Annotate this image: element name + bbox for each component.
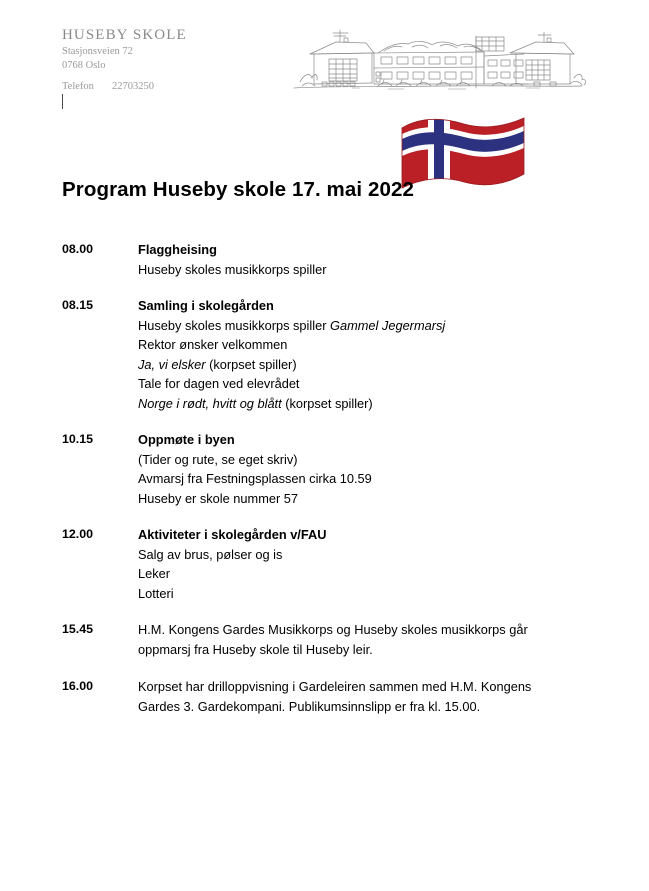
entry-heading: Oppmøte i byen <box>138 432 235 447</box>
entry-line: Avmarsj fra Festningsplassen cirka 10.59 <box>138 471 372 486</box>
line-text: Huseby skoles musikkorps spiller <box>138 317 331 333</box>
entry-time: 15.45 <box>62 622 94 636</box>
text-cursor-caret <box>62 94 63 109</box>
entry-time: 12.00 <box>62 527 94 541</box>
school-name: HUSEBY SKOLE <box>62 27 187 43</box>
entry-line <box>138 394 574 414</box>
program-entry <box>62 677 582 716</box>
entry-body <box>138 620 582 659</box>
entry-body <box>138 677 582 716</box>
entry-line: Lotteri <box>138 585 174 601</box>
line-text: (korpset spiller) <box>281 395 373 411</box>
phone-label: Telefon <box>62 81 94 93</box>
postal-city: 0768 Oslo <box>62 59 106 71</box>
entry-line: Huseby skoles musikkorps spiller <box>138 261 327 277</box>
school-building-drawing <box>288 20 588 102</box>
entry-line: Tale for dagen ved elevrådet <box>138 376 300 391</box>
entry-line: Huseby er skole nummer 57 <box>138 490 299 506</box>
entry-heading: Flaggheising <box>138 242 217 257</box>
program-entry <box>62 620 582 659</box>
entry-body <box>138 525 582 603</box>
entry-line: (Tider og rute, se eget skriv) <box>138 451 298 467</box>
program-list <box>62 240 582 733</box>
entry-line: Salg av brus, pølser og is <box>138 546 283 562</box>
entry-time: 10.15 <box>62 432 94 446</box>
song-title: Gammel Jegermarsj <box>330 317 446 333</box>
norwegian-flag <box>398 112 528 196</box>
line-text: (korpset spiller) <box>205 356 297 372</box>
page-title: Program Huseby skole 17. mai 2022 <box>62 178 414 201</box>
entry-time: 08.00 <box>62 242 94 256</box>
entry-body <box>138 430 582 508</box>
phone-number: 22703250 <box>112 81 154 93</box>
program-entry <box>62 296 582 413</box>
program-entry <box>62 240 582 279</box>
entry-time: 08.15 <box>62 298 94 312</box>
entry-paragraph: Korpset har drilloppvisning i Gardeleiren sammen med H.M. Kongens Gardes 3. Gardekompani. Publikumsinnslipp er fra kl. 15.00. <box>138 679 532 714</box>
phone-row <box>62 81 302 92</box>
entry-line <box>138 316 574 336</box>
entry-body <box>138 240 582 279</box>
letterhead <box>62 26 302 92</box>
entry-heading: Aktiviteter i skolegården v/FAU <box>138 527 327 542</box>
entry-time: 16.00 <box>62 679 94 693</box>
entry-heading: Samling i skolegården <box>138 298 274 313</box>
entry-line: Rektor ønsker velkommen <box>138 337 288 352</box>
street-address: Stasjonsveien 72 <box>62 45 133 57</box>
entry-paragraph: H.M. Kongens Gardes Musikkorps og Huseby skoles musikkorps går oppmarsj fra Huseby skole til Huseby leir. <box>138 622 528 657</box>
song-title: Ja, vi elsker <box>138 356 206 372</box>
entry-line: Leker <box>138 566 171 581</box>
entry-line <box>138 355 574 375</box>
song-title: Norge i rødt, hvitt og blått <box>138 395 282 411</box>
program-entry <box>62 430 582 508</box>
program-entry <box>62 525 582 603</box>
entry-body <box>138 296 582 413</box>
